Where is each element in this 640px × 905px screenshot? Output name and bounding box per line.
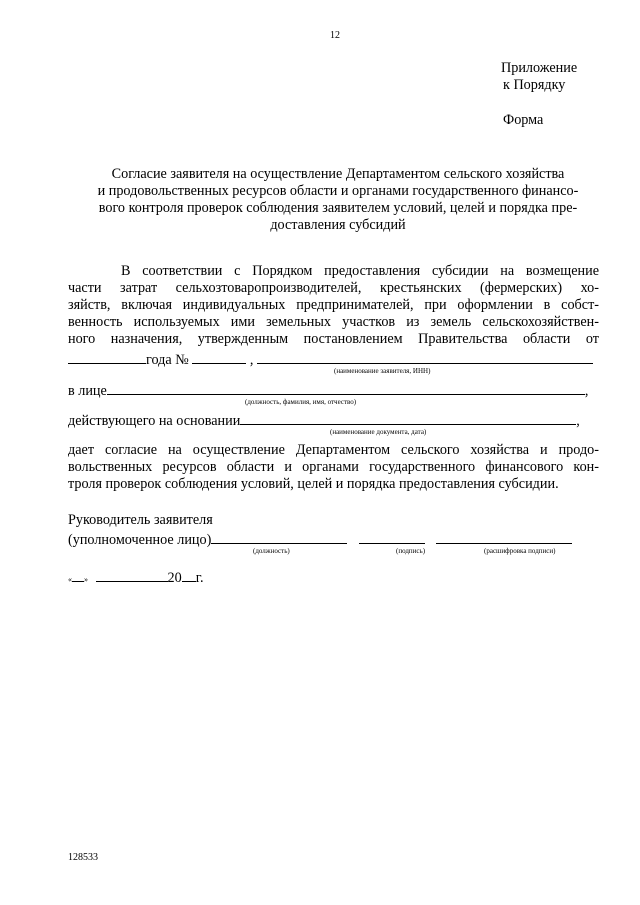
position-caption: (должность) xyxy=(253,547,290,555)
statement-line: дает согласие на осуществление Департаментом сельского хозяйства и продо- xyxy=(68,442,599,458)
title-line: Согласие заявителя на осуществление Департаментом сельского хозяйства xyxy=(111,166,565,182)
date-number-line: года № , xyxy=(68,351,593,368)
page-number: 12 xyxy=(330,30,340,41)
applicant-caption: (наименование заявителя, ИНН) xyxy=(334,367,431,375)
paragraph-line: части затрат сельхозтоваропроизводителей, крестьянских (фермерских) хо- xyxy=(68,280,599,296)
form-label: Форма xyxy=(503,112,544,128)
footer-code: 128533 xyxy=(68,852,98,863)
decoding-caption: (расшифровка подписи) xyxy=(484,547,556,555)
signature-caption: (подпись) xyxy=(396,547,426,555)
paragraph-line: венность используемых ими земельных участков из земель сельскохозяйствен- xyxy=(68,314,599,330)
title-line: вого контроля проверок соблюдения заявителем условий, целей и порядка пре- xyxy=(98,200,578,216)
person-blank[interactable] xyxy=(107,382,585,395)
month-blank[interactable] xyxy=(96,569,168,582)
appendix-label: Приложение xyxy=(501,60,578,76)
signature-line: (уполномоченное лицо) xyxy=(68,531,572,548)
acting-basis-line: действующего на основании , xyxy=(68,413,580,429)
document-blank[interactable] xyxy=(240,412,576,425)
date-line: « » 20 г. xyxy=(68,570,204,586)
day-blank[interactable] xyxy=(72,569,84,582)
paragraph-line: В соответствии с Порядком предоставления субсидии на возмещение xyxy=(121,263,599,279)
applicant-blank[interactable] xyxy=(257,351,593,364)
signature-blank[interactable] xyxy=(359,531,425,544)
in-person-line: в лице , xyxy=(68,383,589,399)
title-line: и продовольственных ресурсов области и органами государственного финансо- xyxy=(97,183,579,199)
year-blank[interactable] xyxy=(182,569,196,582)
position-blank[interactable] xyxy=(211,531,347,544)
paragraph-line: ного назначения, утвержденным постановлением Правительства области от xyxy=(68,331,599,347)
signature-head: Руководитель заявителя xyxy=(68,512,213,528)
paragraph-line: зяйств, включая индивидуальных предпринимателей, при оформлении в собст- xyxy=(68,297,599,313)
decoding-blank[interactable] xyxy=(436,531,572,544)
person-caption: (должность, фамилия, имя, отчество) xyxy=(245,398,357,406)
statement-line: вольственных ресурсов области и органами государственного финансового кон- xyxy=(68,459,599,475)
date-blank[interactable] xyxy=(68,351,146,364)
title-line: доставления субсидий xyxy=(270,217,406,233)
number-blank[interactable] xyxy=(192,351,246,364)
statement-line: троля проверок соблюдения условий, целей и порядка предоставления субсидии. xyxy=(68,476,559,492)
order-label: к Порядку xyxy=(503,77,566,93)
document-caption: (наименование документа, дата) xyxy=(330,428,427,436)
